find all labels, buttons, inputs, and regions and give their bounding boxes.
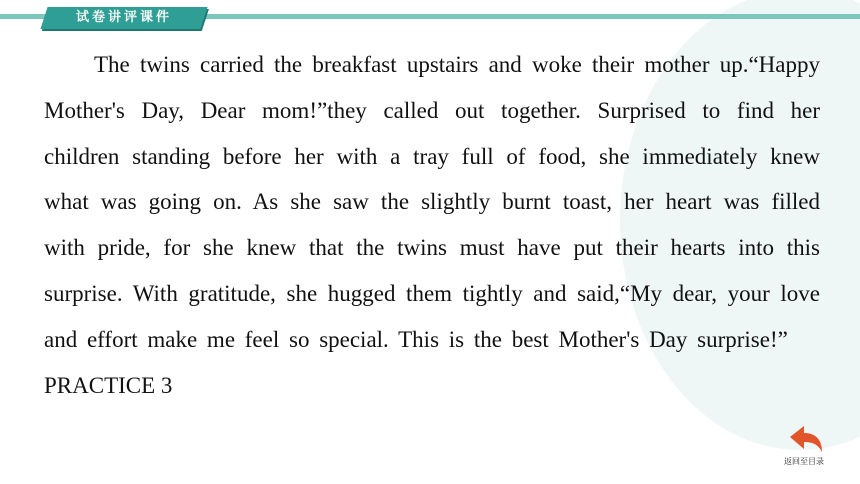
practice-label: PRACTICE 3 [44, 372, 173, 398]
main-content [44, 42, 820, 408]
story-paragraph: The twins carried the breakfast upstairs and woke their mother up.“Happy Mother's Day, Dear mom!”they called out together. Surprised to find her children standing before her with a tray full of food, she immediately knew what was going on. As she saw the slightly burnt toast, her heart was filled with pride, for she knew that the twins must have put their hearts into this surprise. With gratitude, she hugged them tightly and said,“My dear, your love and effort make me feel so special. This is the best Mother's Day surprise!” [44, 52, 820, 352]
back-to-contents-label: 返回至目录 [784, 457, 824, 466]
back-to-contents-button[interactable] [774, 424, 834, 472]
header-badge-label: 试卷讲评课件 [75, 10, 172, 25]
return-arrow-icon [788, 424, 824, 454]
